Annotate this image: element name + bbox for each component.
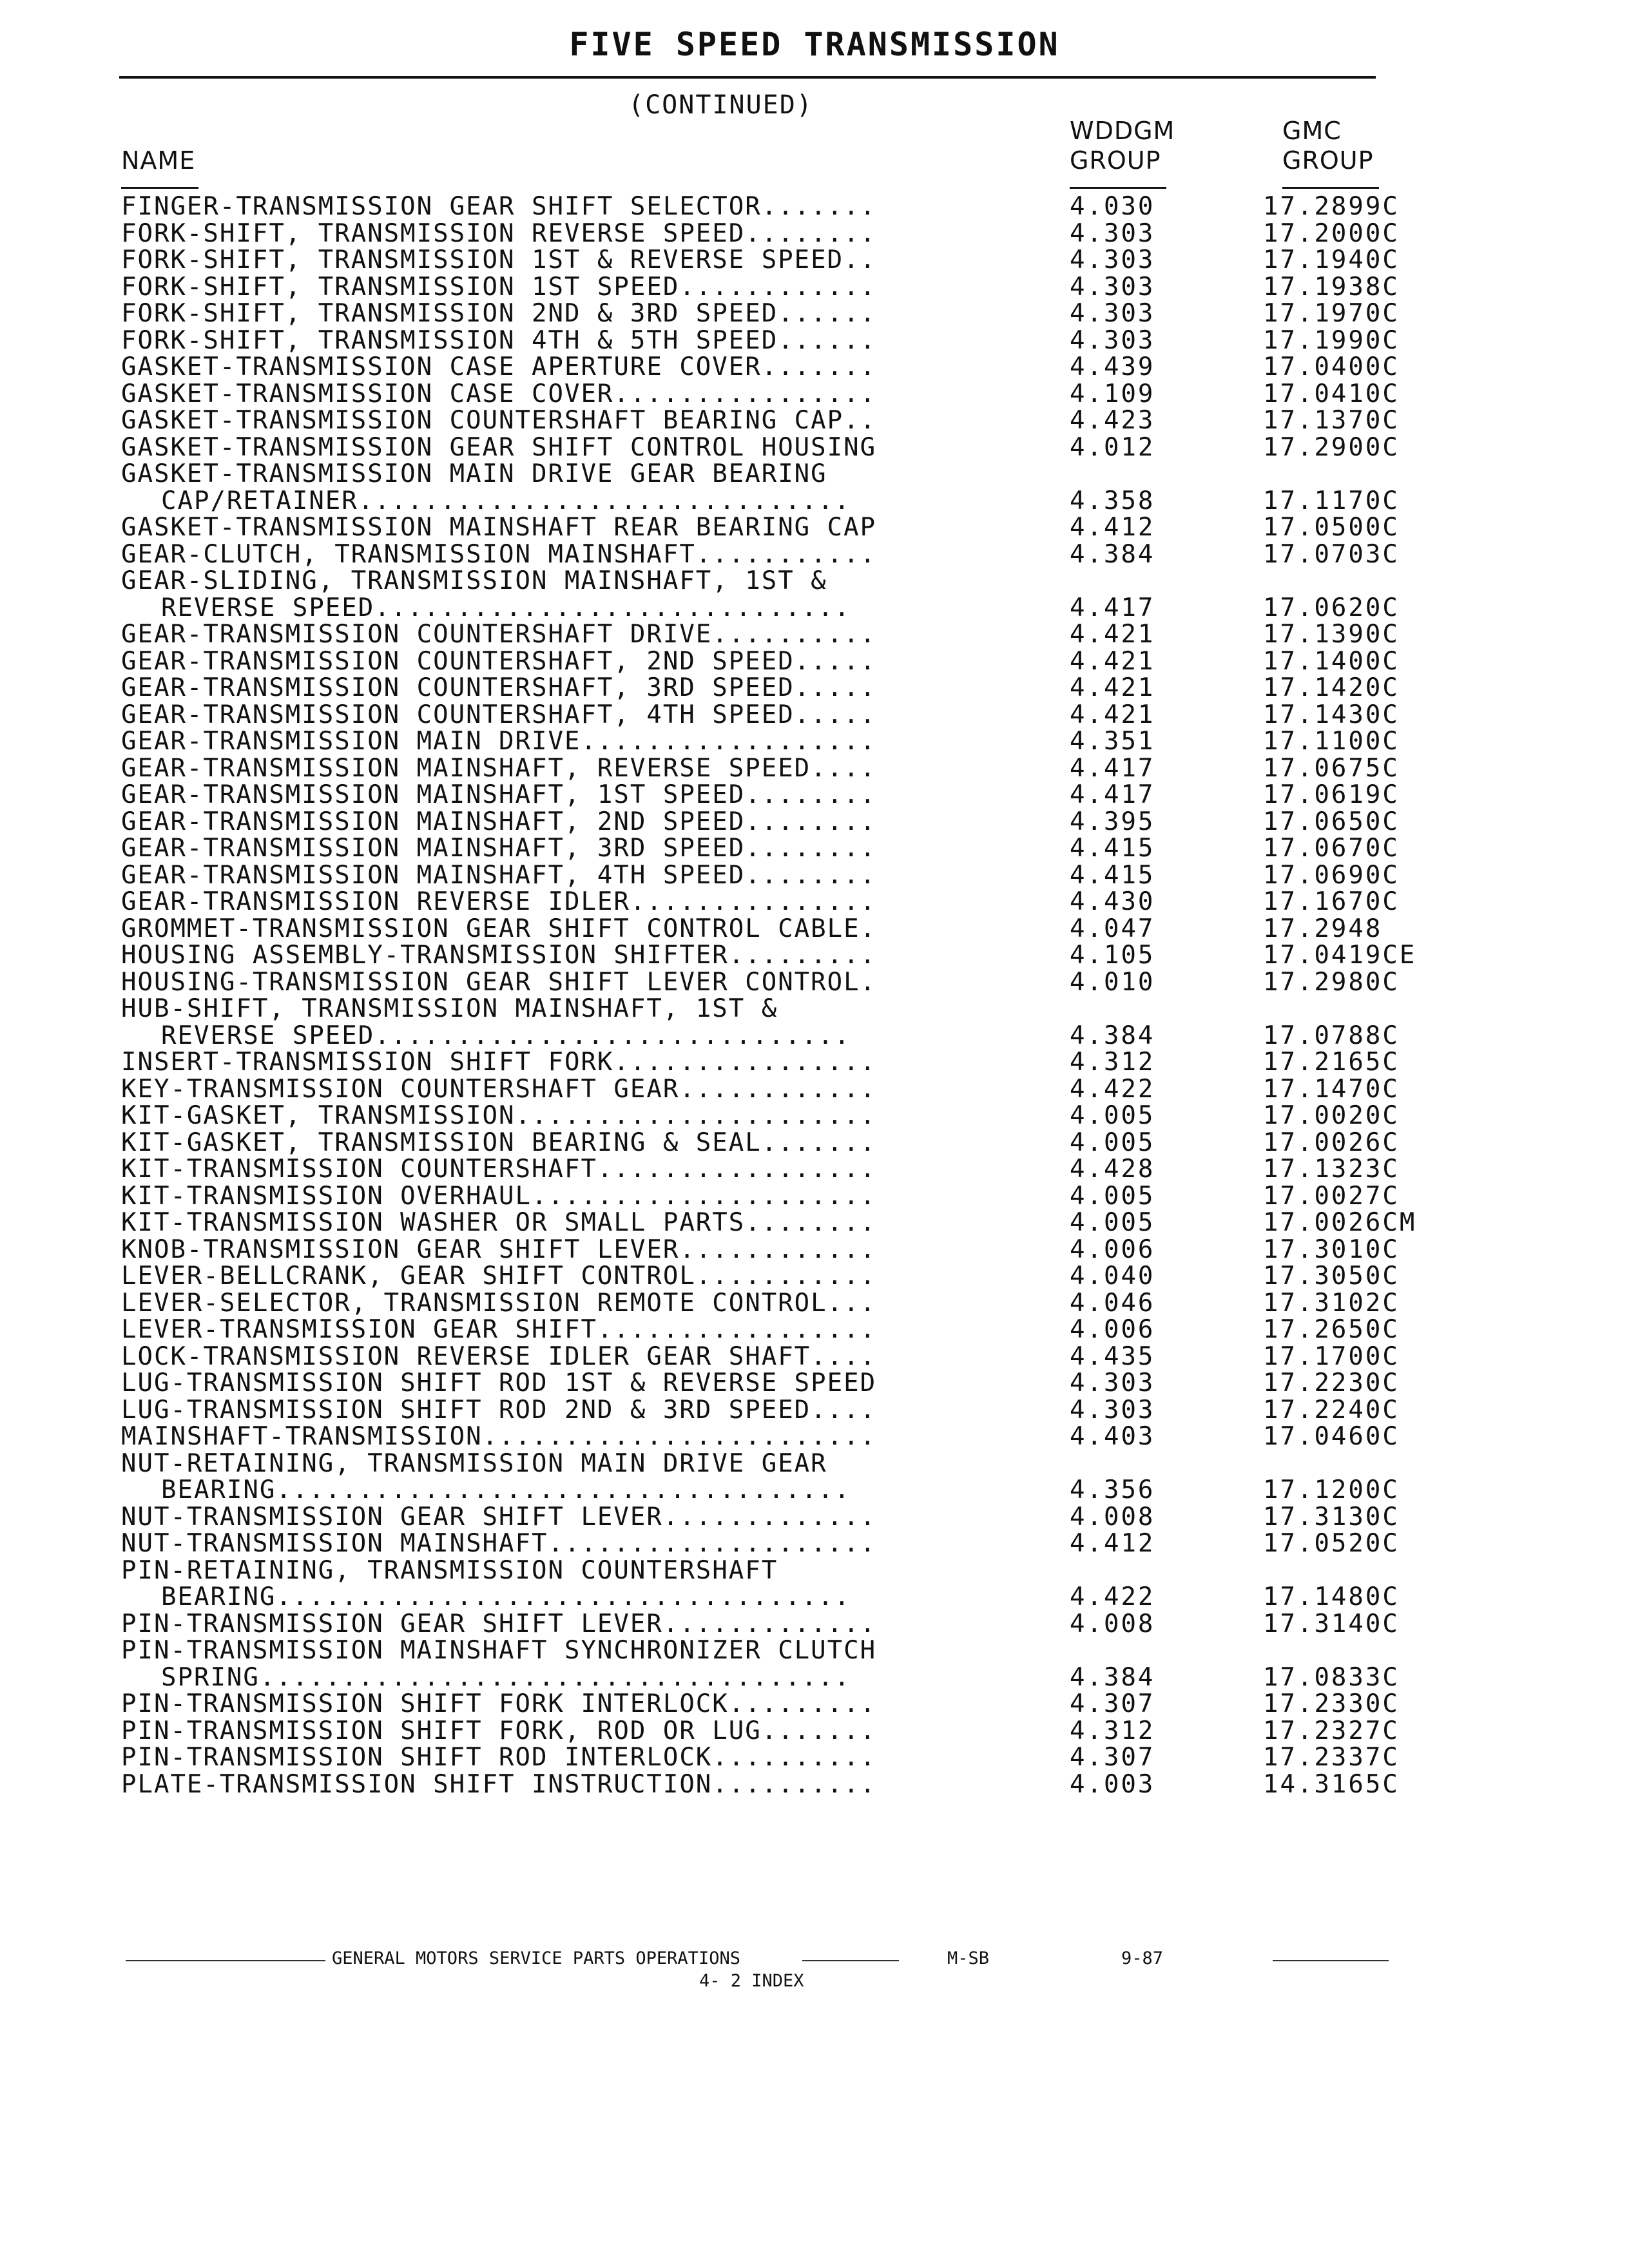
row-name: GEAR-SLIDING, TRANSMISSION MAINSHAFT, 1ST &	[121, 566, 827, 595]
table-row	[0, 648, 1629, 675]
row-wddgm: 4.439	[1070, 352, 1155, 381]
table-row	[0, 327, 1629, 354]
row-wddgm: 4.428	[1070, 1155, 1155, 1184]
row-gmc: 17.1100C	[1263, 727, 1400, 756]
row-name: REVERSE SPEED.............................	[161, 1021, 851, 1050]
row-name: GASKET-TRANSMISSION CASE COVER................	[121, 379, 877, 408]
row-wddgm: 4.012	[1070, 432, 1155, 462]
row-name: PIN-TRANSMISSION SHIFT FORK INTERLOCK.........	[121, 1689, 877, 1718]
footer-rule-middle	[802, 1960, 899, 1961]
row-gmc: 14.3165C	[1263, 1769, 1400, 1799]
row-gmc: 17.1390C	[1263, 620, 1400, 649]
table-row	[0, 942, 1629, 969]
row-gmc: 17.0460C	[1263, 1422, 1400, 1451]
table-row	[0, 755, 1629, 782]
row-name: SPRING....................................	[161, 1662, 851, 1692]
row-wddgm: 4.412	[1070, 1529, 1155, 1558]
column-header-gmc-line1: GMC	[1282, 117, 1342, 145]
row-wddgm: 4.307	[1070, 1743, 1155, 1772]
table-row	[0, 1370, 1629, 1397]
footer-rule-left	[126, 1960, 325, 1961]
row-name: LEVER-BELLCRANK, GEAR SHIFT CONTROL...........	[121, 1262, 877, 1291]
row-gmc: 17.2900C	[1263, 432, 1400, 462]
row-gmc: 17.3102C	[1263, 1288, 1400, 1318]
row-gmc: 17.0026C	[1263, 1128, 1400, 1157]
row-gmc: 17.0670C	[1263, 834, 1400, 863]
row-wddgm: 4.395	[1070, 807, 1155, 836]
row-wddgm: 4.303	[1070, 1395, 1155, 1425]
column-header-gmc	[1282, 116, 1374, 175]
footer-code: M-SB	[947, 1948, 990, 1968]
row-name: BEARING...................................	[161, 1582, 851, 1611]
row-name: MAINSHAFT-TRANSMISSION........................	[121, 1422, 877, 1451]
row-name: KIT-TRANSMISSION OVERHAUL.....................	[121, 1181, 877, 1211]
row-name: HOUSING-TRANSMISSION GEAR SHIFT LEVER CONTROL.	[121, 967, 877, 997]
row-gmc: 17.3130C	[1263, 1502, 1400, 1532]
row-wddgm: 4.422	[1070, 1074, 1155, 1104]
row-wddgm: 4.006	[1070, 1235, 1155, 1264]
table-row	[0, 434, 1629, 461]
row-name: REVERSE SPEED.............................	[161, 593, 851, 622]
table-row	[0, 1263, 1629, 1290]
row-gmc: 17.1938C	[1263, 272, 1400, 302]
row-name: CAP/RETAINER..............................	[161, 486, 851, 515]
row-gmc: 17.2650C	[1263, 1315, 1400, 1344]
table-row	[0, 1183, 1629, 1210]
row-name: LUG-TRANSMISSION SHIFT ROD 1ST & REVERSE SPEED	[121, 1369, 877, 1398]
row-wddgm: 4.421	[1070, 673, 1155, 702]
row-wddgm: 4.356	[1070, 1475, 1155, 1504]
title-rule	[119, 76, 1376, 79]
row-wddgm: 4.417	[1070, 593, 1155, 622]
row-name: NUT-TRANSMISSION GEAR SHIFT LEVER.............	[121, 1502, 877, 1532]
row-gmc: 17.1323C	[1263, 1155, 1400, 1184]
row-wddgm: 4.030	[1070, 192, 1155, 221]
table-row	[0, 1611, 1629, 1638]
table-row	[0, 702, 1629, 729]
table-row	[0, 1691, 1629, 1718]
row-gmc: 17.0833C	[1263, 1662, 1400, 1692]
row-gmc: 17.2980C	[1263, 967, 1400, 997]
row-gmc: 17.0650C	[1263, 807, 1400, 836]
table-row	[0, 247, 1629, 274]
row-wddgm: 4.421	[1070, 620, 1155, 649]
table-row	[0, 1209, 1629, 1236]
row-name: KEY-TRANSMISSION COUNTERSHAFT GEAR............	[121, 1074, 877, 1104]
row-name: KIT-GASKET, TRANSMISSION BEARING & SEAL.......	[121, 1128, 877, 1157]
column-header-wddgm-line1: WDDGM	[1070, 117, 1175, 145]
row-wddgm: 4.008	[1070, 1609, 1155, 1639]
row-gmc: 17.3050C	[1263, 1262, 1400, 1291]
table-row	[0, 220, 1629, 247]
row-wddgm: 4.435	[1070, 1341, 1155, 1371]
row-gmc: 17.0619C	[1263, 780, 1400, 809]
row-name: GEAR-TRANSMISSION COUNTERSHAFT, 3RD SPEED.....	[121, 673, 877, 702]
table-row	[0, 675, 1629, 702]
row-gmc: 17.0026CM	[1263, 1208, 1417, 1237]
row-wddgm: 4.005	[1070, 1101, 1155, 1130]
row-name: FINGER-TRANSMISSION GEAR SHIFT SELECTOR.......	[121, 192, 877, 221]
row-gmc: 17.1200C	[1263, 1475, 1400, 1504]
header-underline-gmc	[1282, 187, 1379, 189]
row-gmc: 17.1430C	[1263, 700, 1400, 729]
table-row	[0, 1637, 1629, 1664]
row-wddgm: 4.422	[1070, 1582, 1155, 1611]
row-name: INSERT-TRANSMISSION SHIFT FORK................	[121, 1048, 877, 1077]
row-wddgm: 4.303	[1070, 245, 1155, 274]
table-row	[0, 1584, 1629, 1611]
row-wddgm: 4.105	[1070, 941, 1155, 970]
row-name: FORK-SHIFT, TRANSMISSION REVERSE SPEED........	[121, 218, 877, 248]
table-row	[0, 969, 1629, 996]
row-gmc: 17.1990C	[1263, 325, 1400, 355]
row-name: GEAR-TRANSMISSION COUNTERSHAFT DRIVE..........	[121, 620, 877, 649]
row-name: LEVER-SELECTOR, TRANSMISSION REMOTE CONTROL...	[121, 1288, 877, 1318]
row-wddgm: 4.303	[1070, 218, 1155, 248]
footer-organization: GENERAL MOTORS SERVICE PARTS OPERATIONS	[332, 1948, 740, 1968]
row-gmc: 17.1400C	[1263, 646, 1400, 676]
table-row	[0, 1423, 1629, 1450]
row-gmc: 17.1940C	[1263, 245, 1400, 274]
row-name: GEAR-TRANSMISSION COUNTERSHAFT, 2ND SPEED.....	[121, 646, 877, 676]
row-name: PIN-RETAINING, TRANSMISSION COUNTERSHAFT	[121, 1555, 778, 1585]
row-gmc: 17.2240C	[1263, 1395, 1400, 1425]
table-row	[0, 1290, 1629, 1317]
table-row	[0, 1049, 1629, 1076]
row-wddgm: 4.303	[1070, 1369, 1155, 1398]
row-gmc: 17.0027C	[1263, 1181, 1400, 1211]
row-wddgm: 4.384	[1070, 539, 1155, 569]
table-row	[0, 274, 1629, 301]
table-row	[0, 381, 1629, 408]
row-name: GEAR-CLUTCH, TRANSMISSION MAINSHAFT...........	[121, 539, 877, 569]
table-row	[0, 1557, 1629, 1584]
row-wddgm: 4.417	[1070, 753, 1155, 783]
row-name: LOCK-TRANSMISSION REVERSE IDLER GEAR SHAFT....	[121, 1341, 877, 1371]
row-wddgm: 4.005	[1070, 1208, 1155, 1237]
row-name: GEAR-TRANSMISSION REVERSE IDLER...............	[121, 887, 877, 916]
row-wddgm: 4.047	[1070, 914, 1155, 943]
table-row	[0, 1530, 1629, 1557]
row-name: BEARING...................................	[161, 1475, 851, 1504]
row-name: PIN-TRANSMISSION GEAR SHIFT LEVER.............	[121, 1609, 877, 1639]
row-wddgm: 4.312	[1070, 1048, 1155, 1077]
row-gmc: 17.2330C	[1263, 1689, 1400, 1718]
row-name: LEVER-TRANSMISSION GEAR SHIFT.................	[121, 1315, 877, 1344]
table-row	[0, 1718, 1629, 1745]
row-gmc: 17.1370C	[1263, 406, 1400, 435]
row-wddgm: 4.303	[1070, 272, 1155, 302]
row-wddgm: 4.351	[1070, 727, 1155, 756]
table-row	[0, 595, 1629, 622]
row-gmc: 17.2327C	[1263, 1716, 1400, 1745]
table-row	[0, 621, 1629, 648]
table-row	[0, 1664, 1629, 1691]
row-wddgm: 4.312	[1070, 1716, 1155, 1745]
table-row	[0, 1504, 1629, 1531]
row-gmc: 17.2899C	[1263, 192, 1400, 221]
table-row	[0, 354, 1629, 381]
table-row	[0, 541, 1629, 568]
header-underline-name	[121, 187, 198, 189]
row-wddgm: 4.415	[1070, 834, 1155, 863]
row-name: HUB-SHIFT, TRANSMISSION MAINSHAFT, 1ST &	[121, 994, 778, 1023]
column-header-wddgm-line2: GROUP	[1070, 146, 1161, 175]
column-header-wddgm	[1070, 116, 1175, 175]
row-gmc: 17.1970C	[1263, 299, 1400, 328]
row-gmc: 17.0020C	[1263, 1101, 1400, 1130]
table-row	[0, 835, 1629, 862]
row-wddgm: 4.384	[1070, 1021, 1155, 1050]
row-name: NUT-RETAINING, TRANSMISSION MAIN DRIVE GEAR	[121, 1448, 827, 1478]
table-row	[0, 1744, 1629, 1771]
column-header-name: NAME	[121, 146, 196, 175]
table-row	[0, 300, 1629, 327]
row-gmc: 17.0620C	[1263, 593, 1400, 622]
row-gmc: 17.2000C	[1263, 218, 1400, 248]
table-row	[0, 1156, 1629, 1183]
row-name: GEAR-TRANSMISSION MAINSHAFT, 1ST SPEED........	[121, 780, 877, 809]
row-wddgm: 4.003	[1070, 1769, 1155, 1799]
row-name: FORK-SHIFT, TRANSMISSION 1ST SPEED............	[121, 272, 877, 302]
continued-label: (CONTINUED)	[628, 90, 813, 120]
row-gmc: 17.0520C	[1263, 1529, 1400, 1558]
row-gmc: 17.1420C	[1263, 673, 1400, 702]
row-wddgm: 4.417	[1070, 780, 1155, 809]
table-row	[0, 1343, 1629, 1370]
row-gmc: 17.0675C	[1263, 753, 1400, 783]
row-name: GEAR-TRANSMISSION MAINSHAFT, 4TH SPEED........	[121, 860, 877, 890]
row-wddgm: 4.358	[1070, 486, 1155, 515]
row-name: GEAR-TRANSMISSION COUNTERSHAFT, 4TH SPEED.....	[121, 700, 877, 729]
row-name: GEAR-TRANSMISSION MAINSHAFT, REVERSE SPEED....	[121, 753, 877, 783]
row-gmc: 17.3140C	[1263, 1609, 1400, 1639]
table-row	[0, 1450, 1629, 1477]
row-gmc: 17.3010C	[1263, 1235, 1400, 1264]
row-name: NUT-TRANSMISSION MAINSHAFT....................	[121, 1529, 877, 1558]
row-gmc: 17.0410C	[1263, 379, 1400, 408]
table-row	[0, 568, 1629, 595]
row-wddgm: 4.046	[1070, 1288, 1155, 1318]
table-row	[0, 1236, 1629, 1264]
row-gmc: 17.2948	[1263, 914, 1383, 943]
row-name: GEAR-TRANSMISSION MAIN DRIVE..................	[121, 727, 877, 756]
row-gmc: 17.0500C	[1263, 513, 1400, 542]
table-row	[0, 1316, 1629, 1343]
footer-rule-right	[1273, 1960, 1389, 1961]
table-row	[0, 1023, 1629, 1050]
row-name: GASKET-TRANSMISSION MAIN DRIVE GEAR BEARING	[121, 459, 827, 488]
row-gmc: 17.2337C	[1263, 1743, 1400, 1772]
row-wddgm: 4.006	[1070, 1315, 1155, 1344]
row-wddgm: 4.005	[1070, 1181, 1155, 1211]
row-name: GASKET-TRANSMISSION GEAR SHIFT CONTROL HOUSING	[121, 432, 877, 462]
table-row	[0, 193, 1629, 220]
table-row	[0, 916, 1629, 943]
table-row	[0, 488, 1629, 515]
row-name: GEAR-TRANSMISSION MAINSHAFT, 3RD SPEED........	[121, 834, 877, 863]
row-wddgm: 4.307	[1070, 1689, 1155, 1718]
table-row	[0, 728, 1629, 755]
row-gmc: 17.1170C	[1263, 486, 1400, 515]
table-row	[0, 862, 1629, 889]
table-row	[0, 1076, 1629, 1103]
row-wddgm: 4.109	[1070, 379, 1155, 408]
row-wddgm: 4.421	[1070, 700, 1155, 729]
parts-table	[0, 193, 1629, 1798]
table-row	[0, 1102, 1629, 1129]
row-name: KNOB-TRANSMISSION GEAR SHIFT LEVER............	[121, 1235, 877, 1264]
row-gmc: 17.0690C	[1263, 860, 1400, 890]
table-row	[0, 782, 1629, 809]
table-row	[0, 407, 1629, 434]
row-name: HOUSING ASSEMBLY-TRANSMISSION SHIFTER.........	[121, 941, 877, 970]
row-gmc: 17.0419CE	[1263, 941, 1417, 970]
row-gmc: 17.0400C	[1263, 352, 1400, 381]
row-wddgm: 4.421	[1070, 646, 1155, 676]
row-name: KIT-TRANSMISSION WASHER OR SMALL PARTS........	[121, 1208, 877, 1237]
table-row	[0, 1129, 1629, 1157]
footer-date: 9-87	[1121, 1948, 1164, 1968]
row-wddgm: 4.423	[1070, 406, 1155, 435]
row-name: FORK-SHIFT, TRANSMISSION 2ND & 3RD SPEED......	[121, 299, 877, 328]
row-wddgm: 4.430	[1070, 887, 1155, 916]
row-gmc: 17.2230C	[1263, 1369, 1400, 1398]
row-name: PIN-TRANSMISSION MAINSHAFT SYNCHRONIZER CLUTCH	[121, 1636, 877, 1665]
table-row	[0, 809, 1629, 836]
row-name: PIN-TRANSMISSION SHIFT FORK, ROD OR LUG.......	[121, 1716, 877, 1745]
row-name: GEAR-TRANSMISSION MAINSHAFT, 2ND SPEED........	[121, 807, 877, 836]
row-gmc: 17.0703C	[1263, 539, 1400, 569]
column-header-gmc-line2: GROUP	[1282, 146, 1374, 175]
table-row	[0, 1477, 1629, 1504]
footer-page-index: 4- 2 INDEX	[699, 1971, 804, 1991]
table-row	[0, 514, 1629, 541]
row-name: LUG-TRANSMISSION SHIFT ROD 2ND & 3RD SPEED....	[121, 1395, 877, 1425]
table-row	[0, 1397, 1629, 1424]
table-row	[0, 1771, 1629, 1798]
row-name: GASKET-TRANSMISSION CASE APERTURE COVER.......	[121, 352, 877, 381]
row-wddgm: 4.412	[1070, 513, 1155, 542]
row-name: PLATE-TRANSMISSION SHIFT INSTRUCTION..........	[121, 1769, 877, 1799]
row-wddgm: 4.040	[1070, 1262, 1155, 1291]
table-row	[0, 889, 1629, 916]
row-gmc: 17.1470C	[1263, 1074, 1400, 1104]
row-wddgm: 4.415	[1070, 860, 1155, 890]
row-gmc: 17.0788C	[1263, 1021, 1400, 1050]
header-underline-wddgm	[1070, 187, 1166, 189]
table-row	[0, 461, 1629, 488]
row-wddgm: 4.403	[1070, 1422, 1155, 1451]
page-title: FIVE SPEED TRANSMISSION	[569, 26, 1060, 63]
row-name: GASKET-TRANSMISSION MAINSHAFT REAR BEARING CAP	[121, 513, 877, 542]
row-gmc: 17.1480C	[1263, 1582, 1400, 1611]
row-wddgm: 4.384	[1070, 1662, 1155, 1692]
row-gmc: 17.1700C	[1263, 1341, 1400, 1371]
row-wddgm: 4.008	[1070, 1502, 1155, 1532]
row-name: FORK-SHIFT, TRANSMISSION 4TH & 5TH SPEED......	[121, 325, 877, 355]
row-name: GASKET-TRANSMISSION COUNTERSHAFT BEARING CAP..	[121, 406, 877, 435]
row-name: PIN-TRANSMISSION SHIFT ROD INTERLOCK..........	[121, 1743, 877, 1772]
row-name: GROMMET-TRANSMISSION GEAR SHIFT CONTROL CABLE.	[121, 914, 877, 943]
row-gmc: 17.1670C	[1263, 887, 1400, 916]
row-wddgm: 4.005	[1070, 1128, 1155, 1157]
row-wddgm: 4.303	[1070, 325, 1155, 355]
row-name: KIT-GASKET, TRANSMISSION......................	[121, 1101, 877, 1130]
row-gmc: 17.2165C	[1263, 1048, 1400, 1077]
row-wddgm: 4.303	[1070, 299, 1155, 328]
row-name: FORK-SHIFT, TRANSMISSION 1ST & REVERSE SPEED..	[121, 245, 877, 274]
row-name: KIT-TRANSMISSION COUNTERSHAFT.................	[121, 1155, 877, 1184]
row-wddgm: 4.010	[1070, 967, 1155, 997]
table-row	[0, 995, 1629, 1023]
